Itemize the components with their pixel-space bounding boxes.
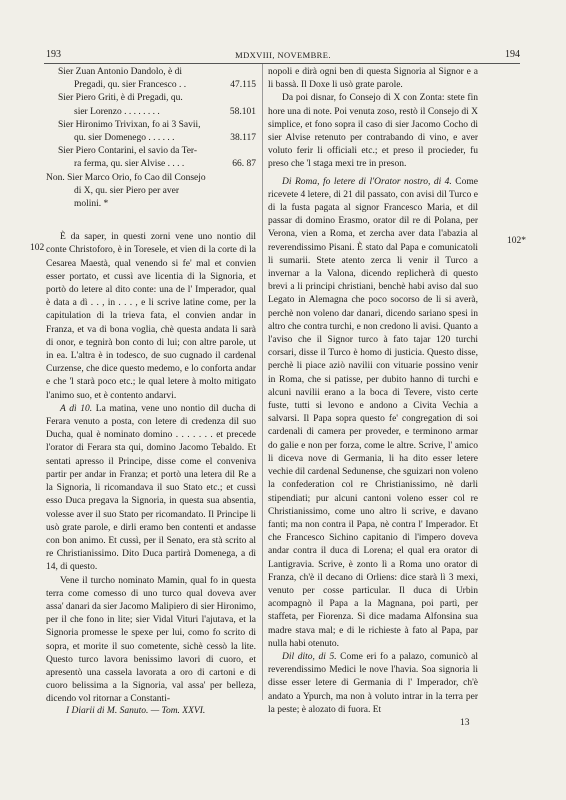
column-separator	[262, 64, 263, 700]
vote-count: 47.115	[230, 80, 256, 91]
paragraph: Vene il turcho nominato Mamin, qual fo in questa terra come comesso di uno turco qual doveva aver assa' danari da sier Jacomo Malipiero di sier Hironimo, per il che fono in lite; sier Vidal Vituri l'ajutava, et la Signoria promesse le spexe per lui, como fo scrito di sopra, et morite il suo cometente, sichè cessò la lite. Questo turco lavora benissimo lavori di cuoro, et apresentò una cassela lavorata a oro di cartoni e di cuoro belissima a la Signoria, val assa' per belleza, dicendo vol ritornar a Constanti-	[46, 575, 256, 705]
paragraph: Da poi disnar, fo Consejo di X con Zonta: stete fin hore una di note. Poi venuta zoso, restò il Consejo di X simplice, et fono sopra il caso di sier Jacomo Cocho di sier Alvise retenuto per contrabando di vino, e aver voluto ferir li officiali etc.; et preso il procieder, fu preso che 'l staga mexi tre in preson.	[268, 93, 478, 170]
left-column	[46, 66, 256, 707]
vote-entry: Sier Hironimo Trivixan, fo ai 3 Savii, qu. sier Domenego . . . . . . 38.117	[46, 119, 256, 145]
page-header	[0, 49, 566, 63]
paragraph: A dì 10. La matina, vene uno nontio dil ducha di Ferara venuto a posta, con letere di credenza dil suo Ducha, qual è nominato domino . . . . . . . et precede l'orator di Ferara sta qui, domino Jacomo Tebaldo. Et sentati apresso il Principe, disse come el conveniva partir per andar in Franza; et portò una letera dil Re a la Signoria, li ricomandava il suo Stato etc.; et cussì esso Duca pregava la Signoria, in questa sua absentia, volesse aver il suo Stato per ricomandato. Il Principe li usò grate parole, e dirli eramo ben contenti et andasse con bon animo. Et cussì, per il Senato, era stà scrito al re Christianissimo. Dito Duca partirà Domenega, a dì 14, di questo.	[46, 403, 257, 573]
running-title: MDXVIII, NOVEMBRE.	[235, 50, 331, 60]
right-page-number: 194	[505, 49, 520, 60]
header-rule	[44, 63, 520, 64]
margin-number: 102*	[507, 236, 526, 246]
footer-citation: I Diarii di M. Sanuto. — Tom. XXVI.	[66, 706, 206, 716]
vote-entry: Non. Sier Marco Orio, fo Cao dil Consejo di X, qu. sier Piero per aver molini. *	[46, 172, 206, 210]
signature-mark: 13	[460, 718, 470, 728]
paragraph: Di Roma, fo letere di l'Orator nostro, di 4. Come ricevete 4 letere, di 21 dil passato, con avisi dil Turco e di la fusta pagata al signor Francesco Maria, et dil passar di domino Erasmo, orator dil re di Polana, per Verona, vien a Roma, et zercha aver data l'abazia al reverendissimo Pisani. È stato dal Papa e comunicatoli li sumarii. Stete atento zerca li venir il Turco a invernar a la Valona, dicendo replicherà di questo brevi a li principi christiani, benchè habi aviso dal suo Legato in Alemagna che poco socorso de li si averà, perchè non voleno dar danari, dicendo sariano spesi in altro che contra turchi, e non credono li avisi. Quanto a l'aviso che il Signor turco à fato tajar 120 turchi corsari, disse il Turco è homo di justicia. Questo disse, perchè li piace aziò navilii con vituarie possino venir in Roma, che si patisse, per dubito hanno di turchi e alcuni navilii erano a la boca di Tevere, visto certe fuste, tutti si levono e andono a Civita Vechia a salvarsi. Il Papa sopra questo fe' congregation di soi cardenali di camera per proveder, e terminono armar do galie e non per forza, come le altre. Scrive, l' amico li diceva nove di Germania, li ha dito esser letere vechie dil cardenal Sedunense, che sguizari non voleno la confederation col re Christianissimo, nè darli stipendiati; pur alcuni cantoni voleno esser col re Christianissimo, come uno altro li scrive, e davano fanti; ma non contra il Papa, nè contra l' Imperador. Et che Francesco Sichino capitanio di l'impero doveva andar contra il duca di Lorena; el qual era orator di Lantigravia. Scrive, è zonto lì a Roma uno orator di Franza, ch'è il decano di Orliens: dice starà lì 3 mexi, venuto per cosse particular. Il duca di Urbin acompagnò il Papa a la Magnana, poi partì, per staffeta, per Fiorenza. Si dice madama Alfonsina sua madre stava mal; e di le richieste à fato al Papa, par nulla habi otenuto.	[268, 176, 478, 649]
section-heading: Dil dito, di 5.	[282, 651, 337, 662]
section-heading: Di Roma, fo letere di l'Orator nostro, di 4.	[282, 176, 452, 187]
paragraph: nopoli e dirà ogni ben di questa Signoria al Signor e a li bassà. Il Doxe li usò grate parole.	[268, 67, 478, 91]
vote-count: 58.101	[229, 106, 256, 117]
vote-count: 38.117	[230, 133, 256, 144]
margin-number: 102	[30, 243, 45, 253]
date-label: A dì 10.	[60, 403, 93, 414]
vote-entry: Sier Piero Contarini, el savio da Ter- ra ferma, qu. sier Alvise . . . . 66. 87	[46, 145, 256, 171]
vote-count: 66. 87	[232, 159, 256, 170]
left-page-number: 193	[46, 49, 61, 60]
right-column	[268, 66, 478, 717]
vote-entry: Sier Zuan Antonio Dandolo, è di Pregadi, qu. sier Francesco . . 47.115	[46, 66, 256, 92]
vote-entry: Sier Piero Griti, è di Pregadi, qu. sier Lorenzo . . . . . . . . 58.101	[46, 92, 256, 118]
paragraph: È da saper, in questi zorni vene uno nontio dil conte Christoforo, è in Toresele, et vien di la corte di la Cesarea Maestà, qual venendo si fe' mal et convien esser portato, et cussì ave licentia di la Signoria, et portò do letere al dito conte: una de l' Imperador, qual è data a dì . . , in . . . , e li scrive latine come, per la capitulation di la trieva fata, el convien andar in Franza, et va di bona voglia, chè questa andata li sarà di onor, e tegnirà bon conto di lui; con altre parole, ut in ea. L'altra è in todesco, de suo cugnado il cardenal Curzense, che dice questo medemo, e lo conforta andar e che 'l starà poco etc.; le qual letere à molto mitigato l'animo suo, et è contento andarvi.	[46, 232, 256, 401]
paragraph: Dil dito, di 5. Come eri fo a palazo, comunicò al reverendissimo Medici le nove l'havia. Soa signoria li disse esser letere di Germania di l' Imperador, ch'è andato a Ypurch, ma non à voluto intrar in la terra per la peste; è alozato di fuora. Et	[268, 651, 479, 715]
